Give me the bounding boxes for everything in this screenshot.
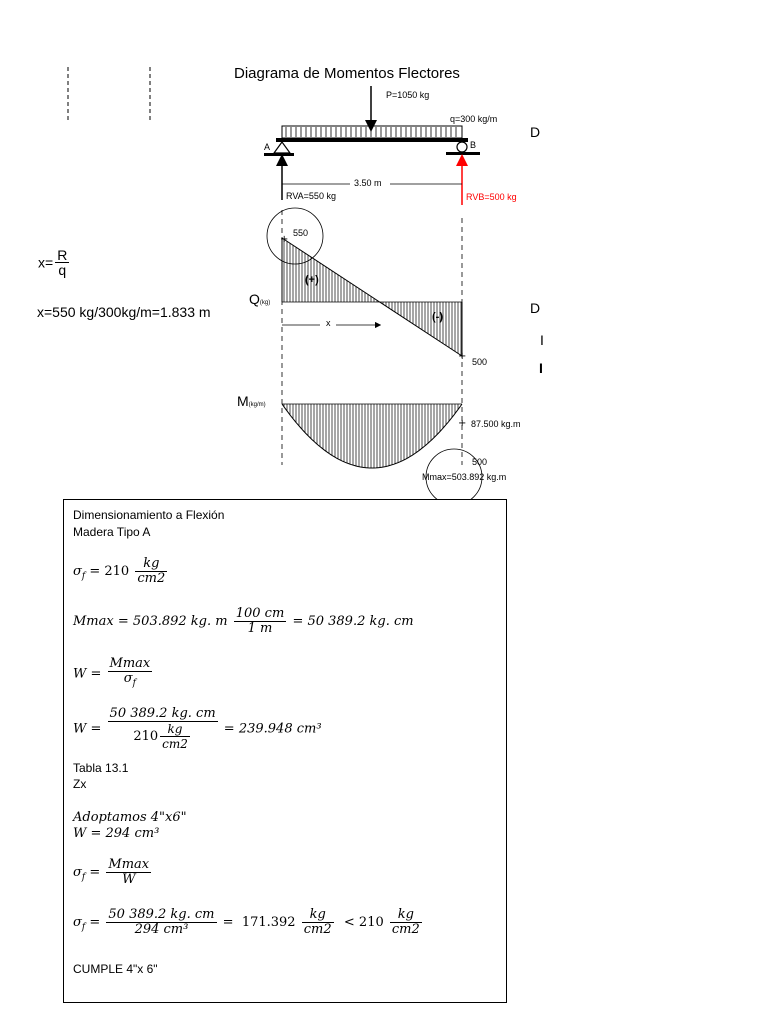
x-computation: x=550 kg/300kg/m=1.833 m bbox=[37, 304, 211, 320]
diagram-title: Diagrama de Momentos Flectores bbox=[234, 65, 460, 82]
result-line: CUMPLE 4"x 6" bbox=[73, 962, 158, 976]
support-b-label: B bbox=[470, 140, 477, 150]
distributed-load bbox=[282, 126, 462, 138]
shear-axis-label: Q(kg) bbox=[249, 291, 271, 307]
span-label: 3.50 m bbox=[354, 178, 382, 188]
x-marker: x bbox=[326, 318, 331, 328]
reaction-a-label: RVA=550 kg bbox=[286, 191, 336, 201]
shear-min-label: 500 bbox=[472, 357, 488, 367]
sigma-check-equation: $\sigma_f$ = $\frac{50 389.2 kg. cm}{\text{294 cm³}}$ = 171.392 $\frac{kg}{cm2}$ < 210 $\frac{kg}{cm2}$ bbox=[73, 907, 420, 937]
calc-heading-2: Madera Tipo A bbox=[73, 525, 151, 539]
adopt-line: Adoptamos 4"x6" bbox=[73, 810, 187, 825]
calc-heading-1: Dimensionamiento a Flexión bbox=[73, 508, 225, 522]
w-definition: W = $\frac{Mmax}{\sigma_f}$ bbox=[73, 656, 151, 689]
beam bbox=[276, 138, 468, 142]
svg-text:+: + bbox=[458, 418, 467, 429]
w-value-equation: W = 50 389.2 kg. cm 210 $\frac{kg}{cm2}$ = 239.948 cm³ bbox=[73, 706, 322, 751]
svg-text:+: + bbox=[280, 234, 289, 245]
edge-letter-d2: D bbox=[530, 300, 541, 316]
reaction-b-label: RVB=500 kg bbox=[466, 192, 517, 202]
moment-max-label: Mmax=503.892 kg.m bbox=[422, 472, 507, 482]
edge-bar-2: I bbox=[539, 360, 543, 376]
point-load-label: P=1050 kg bbox=[386, 90, 430, 100]
sigma-f-equation: $\sigma_f = 210$ $\frac{kg}{cm2}$ bbox=[73, 556, 166, 586]
sigma-check-definition: $\sigma_f$ = $\frac{Mmax}{W}$ bbox=[73, 857, 150, 887]
w-adopt-line: W = 294 cm³ bbox=[73, 826, 160, 841]
shear-pos-sign: (+) bbox=[305, 274, 319, 286]
x-formula: x= $\frac{R}{q}$ bbox=[38, 247, 68, 278]
moment-circle-value: 500 bbox=[472, 457, 488, 467]
edge-letter-d1: D bbox=[530, 124, 541, 140]
moment-diagram bbox=[282, 404, 482, 500]
shear-neg-sign: (-) bbox=[432, 311, 443, 323]
table-ref: Tabla 13.1 bbox=[73, 761, 129, 775]
moment-right-label: 87.500 kg.m bbox=[471, 419, 521, 429]
edge-bar-1: I bbox=[540, 332, 544, 348]
shear-max-label: 550 bbox=[293, 228, 309, 238]
support-a-label: A bbox=[264, 142, 271, 152]
distributed-load-label: q=300 kg/m bbox=[450, 114, 498, 124]
moment-axis-label: M(kg/m) bbox=[237, 393, 266, 409]
zx-label: Zx bbox=[73, 777, 87, 791]
mmax-equation: Mmax = 503.892 kg. m $\frac{100 cm}{1 m}$ = 50 389.2 kg. cm bbox=[73, 606, 414, 636]
svg-text:+: + bbox=[458, 351, 467, 362]
